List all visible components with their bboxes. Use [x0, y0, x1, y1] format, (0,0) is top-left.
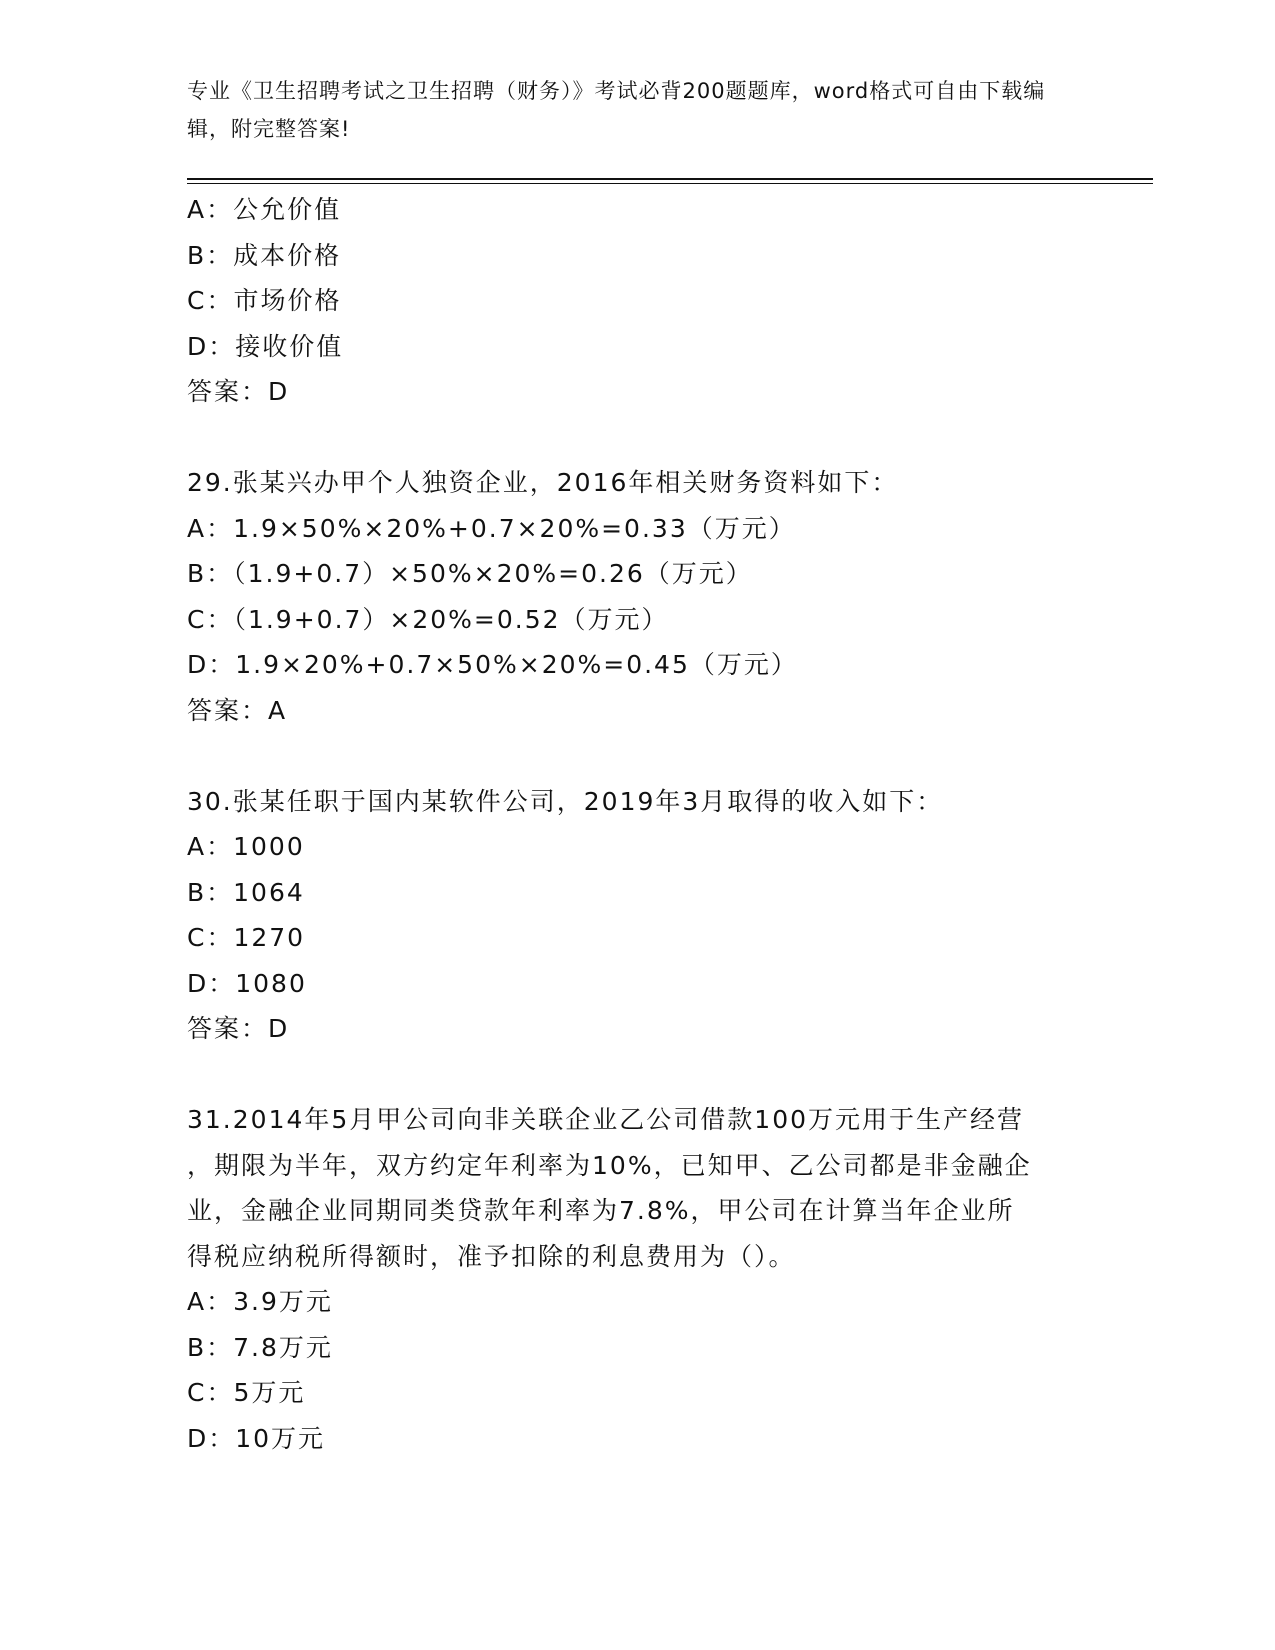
option-c: C：5万元	[187, 1378, 306, 1407]
header-divider-thick	[187, 178, 1153, 180]
option-a: A：公允价值	[187, 195, 342, 224]
question-stem-line-2: ，期限为半年，双方约定年利率为10%，已知甲、乙公司都是非金融企	[187, 1150, 1032, 1180]
spacer	[187, 415, 1087, 461]
spacer	[187, 1052, 1087, 1098]
option-a: A：1000	[187, 832, 305, 861]
answer: 答案：D	[187, 1014, 290, 1043]
header-divider-thin	[187, 183, 1153, 184]
question-stem-line-3: 业，金融企业同期同类贷款年利率为7.8%，甲公司在计算当年企业所	[187, 1196, 1015, 1225]
question-29	[187, 460, 1087, 733]
question-stem: 29.张某兴办甲个人独资企业，2016年相关财务资料如下：	[187, 468, 899, 497]
answer: 答案：A	[187, 695, 288, 725]
option-d: D：10万元	[187, 1423, 326, 1453]
question-stem: 30.张某任职于国内某软件公司，2019年3月取得的收入如下：	[187, 786, 944, 816]
option-c: C：1270	[187, 923, 306, 952]
question-stem-line-1: 31.2014年5月甲公司向非关联企业乙公司借款100万元用于生产经营	[187, 1105, 1025, 1134]
question-content	[187, 187, 1087, 1461]
question-31	[187, 1097, 1087, 1461]
spacer	[187, 733, 1087, 779]
option-a: A：1.9×50%×20%+0.7×20%=0.33（万元）	[187, 513, 796, 543]
option-b: B：1064	[187, 877, 305, 907]
option-a: A：3.9万元	[187, 1287, 333, 1316]
option-b: B：成本价格	[187, 240, 342, 270]
option-d: D：1080	[187, 968, 307, 998]
option-c: C：市场价格	[187, 286, 342, 315]
question-stem-line-4: 得税应纳税所得额时，准予扣除的利息费用为（）。	[187, 1241, 796, 1271]
question-28	[187, 187, 1087, 415]
option-b: B：7.8万元	[187, 1332, 333, 1362]
option-c: C：（1.9+0.7）×20%=0.52（万元）	[187, 604, 669, 634]
page-header-title: 专业《卫生招聘考试之卫生招聘（财务）》考试必背200题题库，word格式可自由下载编辑，附完整答案!	[187, 79, 1046, 141]
question-30	[187, 779, 1087, 1052]
option-b: B：（1.9+0.7）×50%×20%=0.26（万元）	[187, 559, 753, 588]
option-d: D：接收价值	[187, 331, 344, 361]
answer: 答案：D	[187, 377, 290, 406]
option-d: D：1.9×20%+0.7×50%×20%=0.45（万元）	[187, 650, 798, 679]
